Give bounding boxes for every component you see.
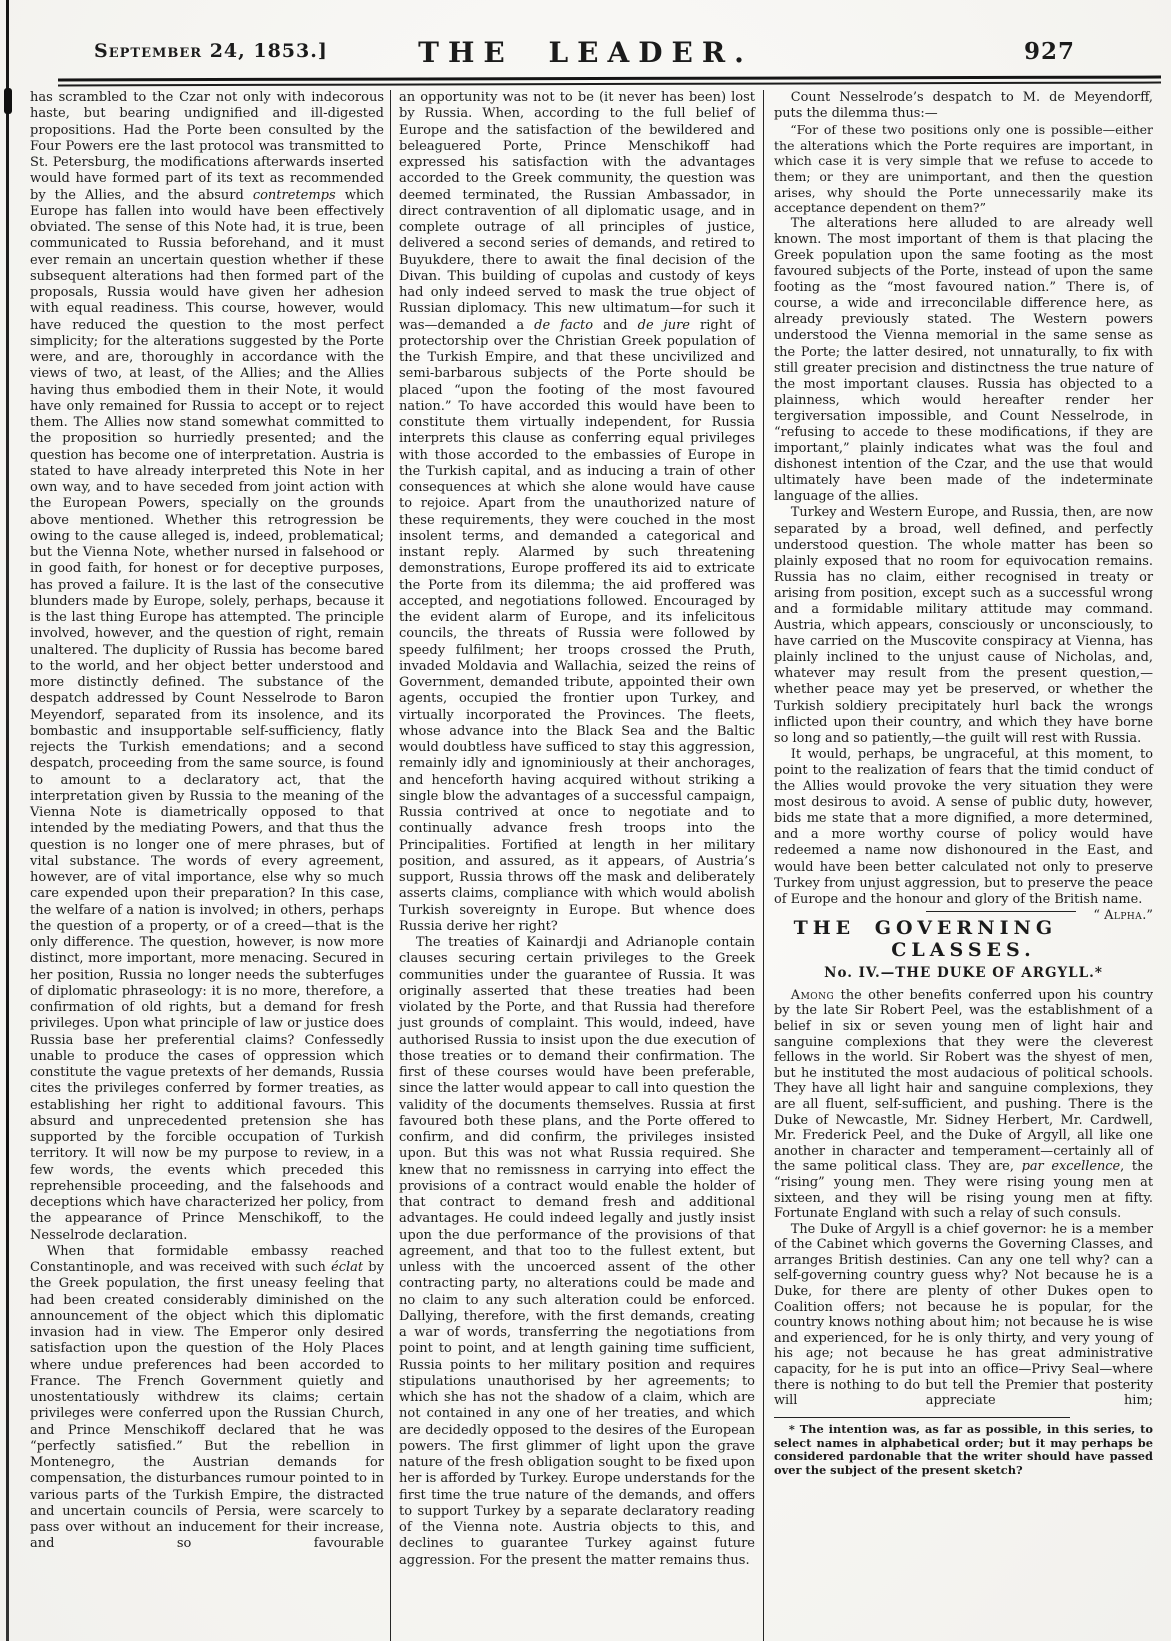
article-paragraph: When that formidable embassy reached Constantinople, and was received with such éclat by the Greek population, the first uneasy feeling that had been created considerably diminished on the announcement of the object which this diplomatic invasion had in view. The Emperor only desired satisfaction upon the question of the Holy Places where undue preferences had been accorded to France. The French Government quietly and unostentatiously withdrew its claims; certain privileges were conferred upon the Russian Church, and Prince Menschikoff declared that he was “perfectly satisfied.” But the rebellion in Montenegro, the Austrian demands for compensation, the disturbances rumour pointed to in various parts of the Turkish Empire, the distracted and uncertain councils of Persia, were scarcely to pass over without an inducement for their increase, and so favourable (30, 1243, 384, 1552)
article-paragraph: It would, perhaps, be ungraceful, at this moment, to point to the realization of fears that the timid conduct of the Allies would provoke the very situation they were most desirous to avoid. A sense of public duty, however, bids me state that a more dignified, a more determined, and a more worthy course of policy would have redeemed a name now dishonoured in the East, and would have been better calculated not only to preserve Turkey from unjust aggression, but to preserve the peace of Europe and the honour and glory of the British name. “ Alpha.” (774, 746, 1153, 923)
column-3 (764, 90, 1153, 1641)
column-1 (30, 90, 390, 1641)
footnote: * The intention was, as far as possible, in this series, to select names in alphabetical order; but it may perhaps be considered pardonable that the writer should have passed over the subject of the present sketch? (774, 1421, 1153, 1478)
article-paragraph: The treaties of Kainardji and Adrianople contain clauses securing certain privileges to the Greek communities under the guarantee of Russia. It was originally asserted that these treaties had been violated by the Porte, and that Russia had therefore just grounds of complaint. This would, indeed, have authorised Russia to insist upon the due execution of those treaties or to demand their confirmation. The first of these courses would have been preferable, since the latter would appear to call into question the validity of the documents themselves. Russia at first favoured both these plans, and the Porte offered to confirm, and did confirm, the privileges insisted upon. But this was not what Russia required. She knew that no remissness in carrying into effect the provisions of a contract would enable the holder of that contract to demand fresh and additional advantages. He could indeed legally and justly insist upon the due performance of the provisions of that agreement, and that too to the fullest extent, but unless with the uncoerced assent of the other contracting party, no alterations could be made and no claim to any such alteration could be enforced. Dallying, therefore, with the first demands, creating a war of words, transferring the negotiations from point to point, and at length gaining time sufficient, Russia points to her military position and requires stipulations unauthorised by her agreements; to which she has not the shadow of a claim, which are not contained in any one of her treaties, and which are decidedly opposed to the desires of the European powers. The first glimmer of light upon the grave nature of the fresh obligation sought to be fixed upon her is afforded by Turkey. Europe understands for the first time the true nature of the demands, and offers to support Turkey by a separate declaratory reading of the Vienna note. Austria objects to this, and declines to guarantee Turkey against future aggression. For the present the matter remains thus. (399, 935, 755, 1568)
article-paragraph: has scrambled to the Czar not only with indecorous haste, but bearing undignified and ill-digested propositions. Had the Porte been consulted by the Four Powers ere the last protocol was transmitted to St. Petersburg, the modifications afterwards inserted would have formed part of its text as recommended by the Allies, and the absurd contretemps which Europe has fallen into would have been effectively obviated. The sense of this Note had, it is true, been communicated to Russia beforehand, and it must ever remain an uncertain question whether if these subsequent alterations had then formed part of the proposals, Russia would have given her adhesion with equal readiness. This course, however, would have reduced the question to the most perfect simplicity; for the alterations suggested by the Porte were, and are, thoroughly in accordance with the views of two, at least, of the Allies; and the Allies having thus embodied them in their Note, it would have only remained for Russia to accept or to reject them. The Allies now stand somewhat committed to the proposition so hurriedly presented; and the question has become one of interpretation. Austria is stated to have already interpreted this Note in her own way, and to have seceded from joint action with the European Powers, specially on the grounds above mentioned. Whether this retrogression be owing to the cause alleged is, indeed, problematical; but the Vienna Note, whether nursed in falsehood or in good faith, for honest or for deceptive purposes, has proved a failure. It is the last of the consecutive blunders made by Europe, solely, perhaps, because it is the last thing Europe has attempted. The principle involved, however, and the question of right, remain unaltered. The duplicity of Russia has become bared to the world, and her object better understood and more distinctly defined. The substance of the despatch addressed by Count Nesselrode to Baron Meyendorf, separated from its insolence, and its bombastic and insupportable self-sufficiency, flatly rejects the Turkish emendations; and a second despatch, proceeding from the same source, is found to amount to a declaratory act, that the interpretation given by Russia to the meaning of the Vienna Note is diametrically opposed to that intended by the mediating Powers, and that thus the question is no longer one of mere phrases, but of vital substance. The words of every agreement, however, are of vital importance, else why so much care expended upon their preparation? In this case, the welfare of a nation is involved; in others, perhaps the question of a property, or of a creed—that is the only difference. The question, however, is now more distinct, more important, more menacing. Secured in her position, Russia no longer needs the subterfuges of diplomatic phraseology: it is no more, therefore, a confirmation of old rights, but a demand for fresh privileges. Upon what principle of law or justice does Russia base her preferential claims? Confessedly unable to produce the cases of oppression which constitute the vague pretexts of her demands, Russia cites the privileges conferred by former treaties, as establishing her right to additional favours. This absurd and unprecedented pretension she has supported by the forcible occupation of Turkish territory. It will now be my purpose to review, in a few words, the events which preceded this reprehensible proceeding, and the falsehoods and deceptions which have characterized her policy, from the appearance of Prince Menschikoff, to the Nesselrode declaration. (30, 90, 384, 1243)
article-paragraph: an opportunity was not to be (it never has been) lost by Russia. When, according to the full belief of Europe and the satisfaction of the bewildered and beleaguered Porte, Prince Menschikoff had expressed his satisfaction with the advantages accorded to the Greek community, the question was deemed terminated, the Russian Ambassador, in direct contravention of all diplomatic usage, and in complete outrage of all principles of justice, delivered a second series of demands, and retired to Buyukdere, there to await the final decision of the Divan. This building of cupolas and custody of keys had only indeed served to mask the true object of Russian diplomacy. This new ultimatum—for such it was—demanded a de facto and de jure right of protectorship over the Christian Greek population of the Turkish Empire, and that these uncivilized and semi-barbarous subjects of the Porte should be placed “upon the footing of the most favoured nation.” To have accorded this would have been to constitute them virtually independent, for Russia interprets this clause as conferring equal privileges with those accorded to the embassies of Europe in the Turkish capital, and as inducing a train of other consequences at which she alone would have cause to rejoice. Apart from the unauthorized nature of these requirements, they were couched in the most insolent terms, and demanded a categorical and instant reply. Alarmed by such threatening demonstrations, Europe proffered its aid to extricate the Porte from its dilemma; the aid proffered was accepted, and negotiations followed. Encouraged by the evident alarm of Europe, and its infelicitous councils, the threats of Russia were followed by speedy fulfilment; her troops crossed the Pruth, invaded Moldavia and Wallachia, seized the reins of Government, demanded tribute, appointed their own agents, occupied the frontier upon Turkey, and virtually incorporated the Provinces. The fleets, whose advance into the Black Sea and the Baltic would doubtless have sufficed to stay this aggression, remainly idly and ignominiously at their anchorages, and henceforth having acquired without striking a single blow the advantages of a successful campaign, Russia contrived at once to negotiate and to continually advance fresh troops into the Principalities. Fortified at length in her military position, and assured, as it appears, of Austria’s support, Russia throws off the mask and deliberately asserts claims, compliance with which would abolish Turkish sovereignty in Europe. But whence does Russia derive her right? (399, 90, 755, 934)
section-title: THE GOVERNING CLASSES. (793, 916, 1058, 961)
despatch-quote: “For of these two positions only one is possible—either the alterations which the Porte requires are important, in which case it is very simple that we refuse to accede to them; or they are unimportant, and then the question arises, why should the Porte unnecessarily make its acceptance dependent on them?” (774, 122, 1153, 216)
scan-edge-artifact (6, 0, 9, 1641)
article-paragraph: The alterations here alluded to are already well known. The most important of them is that placing the Greek population upon the same footing as the most favoured subjects of the Porte, instead of upon the same footing as the “most favoured nation.” There is, of course, a wide and irreconcilable difference here, as already previously stated. The Western powers understood the Vienna memorial in the same sense as the Porte; the latter desired, not unnaturally, to fix with still greater precision and distinctness the true nature of the most important clauses. Russia has objected to a plainness, which would hereafter render her tergiversation impossible, and Count Nesselrode, in “refusing to accede to these modifications, if they are important,” plainly indicates what was the foul and dishonest intention of the Czar, and the use that would ultimately have been made of the indeterminate language of the allies. (774, 215, 1153, 505)
article-paragraph: The Duke of Argyll is a chief governor: he is a member of the Cabinet which governs the Governing Classes, and arranges British destinies. Can any one tell why? can a self-governing country guess why? Not because he is a Duke, for there are plenty of other Dukes open to Coalition offers; not because he is popular, for the country knows nothing about him; not because he is wise and experienced, for he is only thirty, and very young of his age; not because he has great administrative capacity, for he is put into an office—Privy Seal—where there is nothing to do but tell the Premier that posterity will appreciate him; (774, 1221, 1153, 1409)
masthead (0, 0, 1171, 88)
column-2 (391, 90, 763, 1641)
author-signature: “ Alpha.” (1093, 907, 1153, 923)
section-body (774, 988, 1153, 1409)
article-end-rule (926, 911, 1076, 912)
newspaper-title: THE LEADER. (418, 36, 753, 69)
footnote-rule (774, 1417, 1070, 1418)
column-layout (30, 90, 1159, 1641)
issue-date: September 24, 1853.] (94, 40, 328, 62)
article-paragraph: Count Nesselrode’s despatch to M. de Meyendorff, puts the dilemma thus:— (774, 90, 1153, 122)
page-number: 927 (1023, 38, 1075, 65)
masthead-double-rule (58, 76, 1161, 87)
section-heading (774, 917, 1153, 981)
article-paragraph: Among the other benefits conferred upon his country by the late Sir Robert Peel, was the establishment of a belief in six or seven young men of light hair and sanguine complexions that they were the cleverest fellows in the world. Sir Robert was the shyest of men, but he instituted the most audacious of political schools. They have all light hair and sanguine complexions, they are all fluent, self-sufficient, and pushing. There is the Duke of Newcastle, Mr. Sidney Herbert, Mr. Cardwell, Mr. Frederick Peel, and the Duke of Argyll, all like one another in character and temperament—certainly all of the same political class. They are, par excellence, the “rising” young men. They were rising young men at sixteen, and they will be rising young men at fifty. Fortunate England with such a relay of such consuls. (774, 987, 1153, 1222)
section-subtitle: No. IV.—THE DUKE OF ARGYLL.* (824, 964, 1103, 981)
ink-blob-artifact (4, 88, 12, 114)
article-paragraph: Turkey and Western Europe, and Russia, then, are now separated by a broad, well defined, and perfectly understood question. The whole matter has been so plainly exposed that no room for equivocation remains. Russia has no claim, either recognised in treaty or arising from position, except such as a successful wrong and a formidable military attitude may command. Austria, which appears, consciously or unconsciously, to have carried on the Muscovite conspiracy at Vienna, has plainly inclined to the unjust cause of Nicholas, and, whatever may result from the present question,—whether peace may yet be preserved, or whether the Turkish soldiery precipitately hurl back the wrongs inflicted upon their country, and which they have borne so long and so patiently,—the guilt will rest with Russia. (774, 505, 1153, 746)
